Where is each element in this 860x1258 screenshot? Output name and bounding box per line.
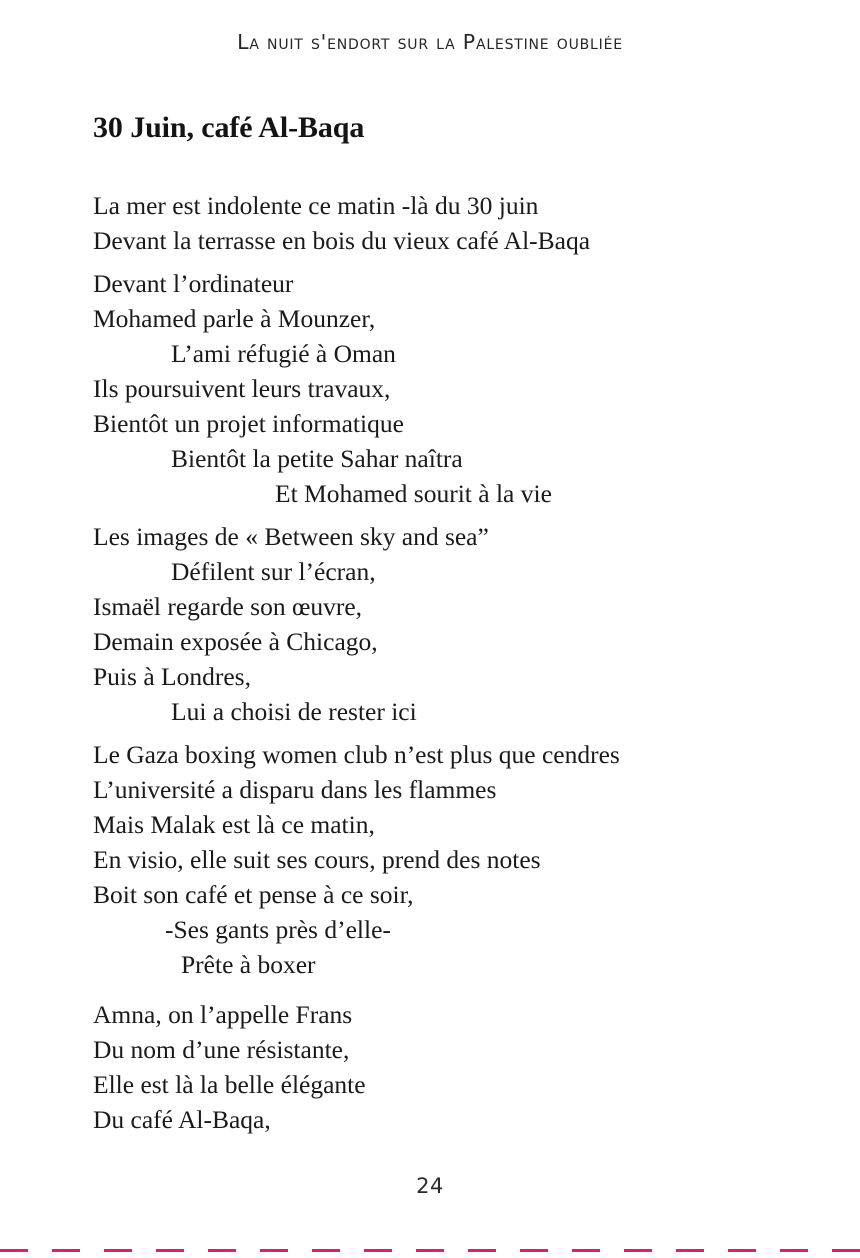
poem-line: L’ami réfugié à Oman: [171, 339, 396, 368]
poem-line: Et Mohamed sourit à la vie: [275, 479, 552, 508]
poem-line: La mer est indolente ce matin -là du 30 juin: [93, 191, 539, 220]
poem-line: Elle est là la belle élégante: [93, 1070, 366, 1099]
poem-line: Le Gaza boxing women club n’est plus que cendres: [93, 740, 620, 769]
trim-mark-dashed-rule: [0, 1249, 860, 1252]
poem-line: En visio, elle suit ses cours, prend des notes: [93, 845, 541, 874]
poem-line: Mohamed parle à Mounzer,: [93, 304, 376, 333]
poem-line: L’université a disparu dans les flammes: [93, 775, 497, 804]
poem-line: Lui a choisi de rester ici: [171, 697, 417, 726]
poem-line: Défilent sur l’écran,: [171, 557, 376, 586]
poem-body: [93, 188, 793, 1145]
poem-line: Mais Malak est là ce matin,: [93, 810, 375, 839]
poem-line: Du café Al-Baqa,: [93, 1105, 271, 1134]
stanza: [93, 266, 793, 511]
poem-line: Prête à boxer: [181, 950, 316, 979]
stanza: [93, 997, 793, 1137]
stanza: [93, 188, 793, 258]
poem-line: Bientôt un projet informatique: [93, 409, 404, 438]
poem-line: Boit son café et pense à ce soir,: [93, 880, 414, 909]
stanza: [93, 737, 793, 982]
poem-line: Ils poursuivent leurs travaux,: [93, 374, 391, 403]
poem-line: Devant l’ordinateur: [93, 269, 294, 298]
poem-line: Bientôt la petite Sahar naîtra: [171, 444, 463, 473]
poem-line: Devant la terrasse en bois du vieux café Al-Baqa: [93, 226, 591, 255]
page-number: 24: [416, 1174, 444, 1198]
poem-line: Amna, on l’appelle Frans: [93, 1000, 353, 1029]
poem-line: -Ses gants près d’elle-: [165, 915, 391, 944]
poem-line: Du nom d’une résistante,: [93, 1035, 350, 1064]
poem-line: Ismaël regarde son œuvre,: [93, 592, 363, 621]
poem-line: Demain exposée à Chicago,: [93, 627, 378, 656]
poem-title: 30 Juin, café Al-Baqa: [93, 111, 365, 145]
poem-line: Puis à Londres,: [93, 662, 251, 691]
running-head: La nuit s'endort sur la Palestine oubliée: [237, 30, 623, 54]
stanza: [93, 519, 793, 729]
poem-line: Les images de « Between sky and sea”: [93, 522, 489, 551]
